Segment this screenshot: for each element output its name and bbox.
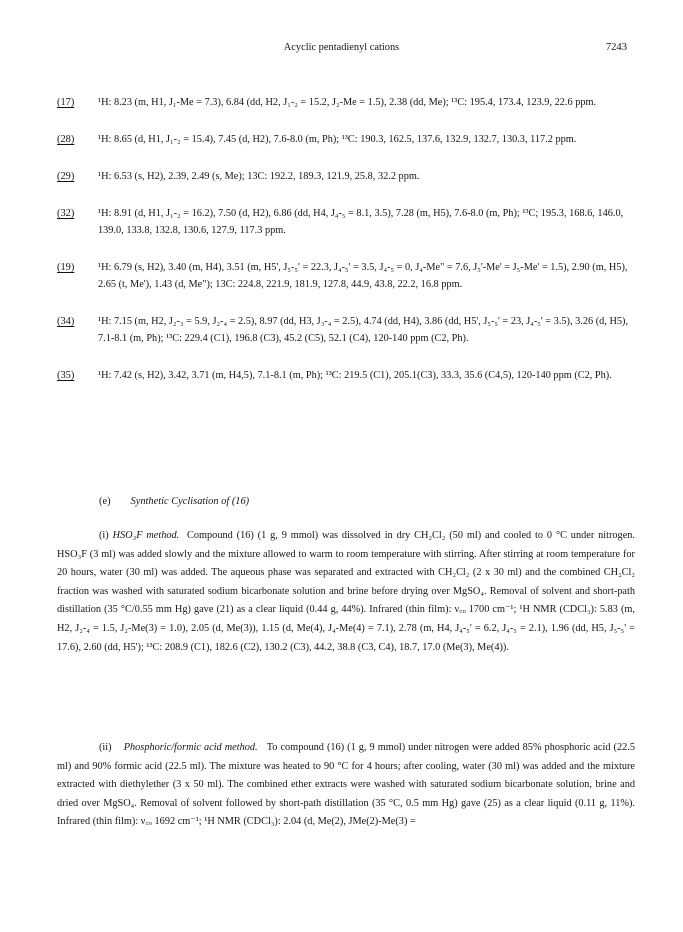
page-number: 7243: [605, 42, 627, 53]
list-item: [57, 168, 635, 185]
section-heading: [99, 496, 249, 507]
compound-number: (35): [57, 370, 75, 381]
procedure-paragraph-hso3f: [57, 527, 635, 657]
list-item: [57, 367, 635, 384]
running-title: Acyclic pentadienyl cations: [283, 42, 400, 53]
nmr-data-list: [57, 94, 635, 404]
nmr-data-text: ¹H: 6.79 (s, H2), 3.40 (m, H4), 3.51 (m, H5', J₅-₅' = 22.3, J₄-₅' = 3.5, J₄-₅ = 0, J₄-Me" = 7.6, J₅'-Me' = J₅-Me' = 1.5), 2.90 (m, H5), 2.65 (t, Me'), 1.43 (d, Me"); 13C: 224.8, 221.9, 181.9, 127.8, 44.9, 43.8, 22.2, 16.8 ppm.: [98, 262, 628, 290]
list-item: [57, 94, 635, 111]
compound-number: (29): [57, 171, 75, 182]
compound-number: (17): [57, 97, 75, 108]
section-label: (e): [99, 496, 111, 507]
list-item: [57, 131, 635, 148]
compound-number: (28): [57, 134, 75, 145]
compound-number: (34): [57, 316, 75, 327]
method-label: Phosphoric/formic acid method.: [123, 742, 258, 753]
paragraph-body: To compound (16) (1 g, 9 mmol) under nitrogen were added 85% phosphoric acid (22.5 ml) and 90% formic acid (22.5 ml). The mixture was heated to 90 °C for 4 hours; after cooling, water (30 ml) was added and the mixture extracted with diethylether (3 x 50 ml). The combined ether extracts were washed with saturated sodium bicarbonate solution, brine and dried over MgSO₄. Removal of solvent followed by short-path distillation (35 °C, 0.5 mm Hg) gave (25) as a clear liquid (0.11 g, 11%). Infrared (thin film): ν꜀ₒ 1692 cm⁻¹; ¹H NMR (CDCl₃): 2.04 (d, Me(2), JMe(2)-Me(3) =: [57, 742, 635, 828]
nmr-data-text: ¹H: 8.91 (d, H1, J₁-₂ = 16.2), 7.50 (d, H2), 6.86 (dd, H4, J₄-₅ = 8.1, 3.5), 7.28 (m, H5), 7.6-8.0 (m, Ph); ¹³C; 195.3, 168.6, 146.0, 139.0, 133.8, 132.8, 130.6, 127.9, 117.3 ppm.: [98, 208, 624, 236]
list-item: [57, 259, 635, 293]
nmr-data-text: ¹H: 8.23 (m, H1, J₁-Me = 7.3), 6.84 (dd, H2, J₁-₂ = 15.2, J₂-Me = 1.5), 2.38 (dd, Me); ¹³C: 195.4, 173.4, 123.9, 22.6 ppm.: [98, 97, 597, 108]
page-header: [0, 42, 683, 56]
nmr-data-text: ¹H: 6.53 (s, H2), 2.39, 2.49 (s, Me); 13C: 192.2, 189.3, 121.9, 25.8, 32.2 ppm.: [98, 171, 420, 182]
nmr-data-text: ¹H: 7.15 (m, H2, J₂-₃ = 5.9, J₂-₄ = 2.5), 8.97 (dd, H3, J₃-₄ = 2.5), 4.74 (dd, H4), 3.86 (dd, H5', J₅-₅' = 23, J₄-₅' = 3.5), 3.26 (d, H5), 7.1-8.1 (m, Ph); ¹³C: 229.4 (C1), 196.8 (C3), 45.2 (C5), 52.1 (C4), 120-140 ppm (C2, Ph).: [98, 316, 629, 344]
method-label: HSO₃F method.: [112, 530, 180, 541]
procedure-paragraph-phosphoric-formic: [57, 739, 635, 832]
paragraph-body: Compound (16) (1 g, 9 mmol) was dissolved in dry CH₂Cl₂ (50 ml) and cooled to 0 °C under nitrogen. HSO₃F (3 ml) was added slowly and the mixture allowed to warm to room temperature with stirring. After stirring at room temperature for 20 hours, water (30 ml) was added. The aqueous phase was separated and extracted with CH₂Cl₂ (2 x 30 ml) and the combined CH₂Cl₂ fraction was washed with saturated sodium bicarbonate solution and brine before drying over MgSO₄. Removal of solvent and short-path distillation (35 °C/0.55 mm Hg) gave (21) as a clear liquid (0.44 g, 44%). Infrared (thin film): ν꜀ₒ 1700 cm⁻¹; ¹H NMR (CDCl₃): 5.83 (m, H2, J₂-₄ = 1.5, J₂-Me(3) = 1.0), 2.05 (d, Me(3)), 1.15 (d, Me(4), J₄-Me(4) = 7.1), 2.78 (m, H4, J₄-₅' = 6.2, J₄-₅ = 2.1), 1.96 (dd, H5, J₅-₅' = 17.6), 2.60 (dd, H5'); ¹³C: 208.9 (C1), 182.6 (C2), 130.2 (C3), 44.2, 38.8 (C3, C4), 18.7, 17.0 (Me(3), Me(4)).: [57, 530, 636, 653]
section-title: Synthetic Cyclisation of (16): [130, 496, 250, 507]
list-item: [57, 313, 635, 347]
paragraph-lead: (i): [99, 530, 109, 541]
compound-number: (32): [57, 208, 75, 219]
paragraph-lead: (ii): [99, 742, 112, 753]
nmr-data-text: ¹H: 7.42 (s, H2), 3.42, 3.71 (m, H4,5), 7.1-8.1 (m, Ph); ¹³C: 219.5 (C1), 205.1(C3), 33.3, 35.6 (C4,5), 120-140 ppm (C2, Ph).: [98, 370, 612, 381]
compound-number: (19): [57, 262, 75, 273]
list-item: [57, 205, 635, 239]
nmr-data-text: ¹H: 8.65 (d, H1, J₁-₂ = 15.4), 7.45 (d, H2), 7.6-8.0 (m, Ph); ¹³C: 190.3, 162.5, 137.6, 132.9, 132.7, 130.3, 117.2 ppm.: [98, 134, 577, 145]
